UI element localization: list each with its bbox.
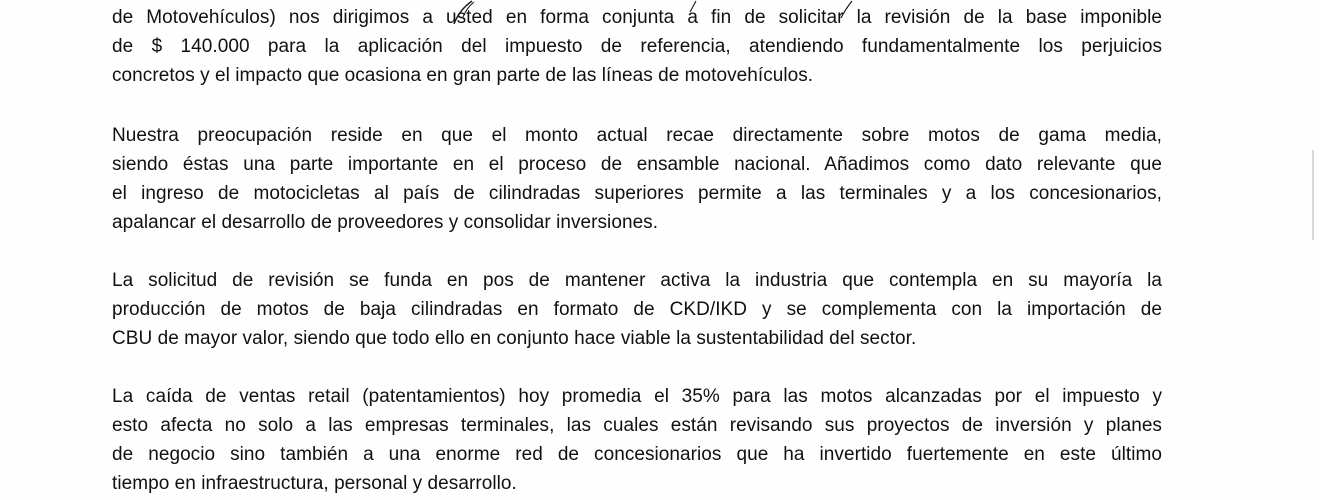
text-line: siendo éstas una parte importante en el proceso de ensamble nacional. Añadimos como dato relevante que [112, 154, 1162, 175]
text-line: concretos y el impacto que ocasiona en gran parte de las líneas de motovehículos. [112, 65, 814, 86]
paragraph-concern [112, 121, 1162, 237]
text-line: La solicitud de revisión se funda en pos de mantener activa la industria que contempla en su mayoría la [112, 270, 1162, 291]
text-line: La caída de ventas retail (patentamientos) hoy promedia el 35% para las motos alcanzadas por el impuesto y [112, 386, 1162, 407]
paragraph-revision-request [112, 266, 1162, 353]
text-line: de Motovehículos) nos dirigimos a usted en forma conjunta a fin de solicitar la revisión de la base imponible [112, 7, 1162, 28]
text-line: apalancar el desarrollo de proveedores y consolidar inversiones. [112, 212, 659, 233]
text-line: tiempo en infraestructura, personal y desarrollo. [112, 473, 517, 494]
text-line: CBU de mayor valor, siendo que todo ello en conjunto hace viable la sustentabilidad del sector. [112, 328, 917, 349]
text-line: esto afecta no solo a las empresas terminales, las cuales están revisando sus proyectos de inversión y planes [112, 415, 1162, 436]
paragraph-base-imponible-request [112, 3, 1162, 90]
scan-edge-mark [1312, 150, 1314, 240]
text-line: de negocio sino también a una enorme red de concesionarios que ha invertido fuertemente en este último [112, 444, 1162, 465]
text-line: el ingreso de motocicletas al país de cilindradas superiores permite a las terminales y a los concesionarios, [112, 183, 1162, 204]
paragraph-retail-sales [112, 382, 1162, 498]
text-line: de $ 140.000 para la aplicación del impuesto de referencia, atendiendo fundamentalmente los perjuicios [112, 36, 1162, 57]
text-line: Nuestra preocupación reside en que el monto actual recae directamente sobre motos de gama media, [112, 125, 1162, 146]
text-line: producción de motos de baja cilindradas en formato de CKD/IKD y se complementa con la importación de [112, 299, 1162, 320]
